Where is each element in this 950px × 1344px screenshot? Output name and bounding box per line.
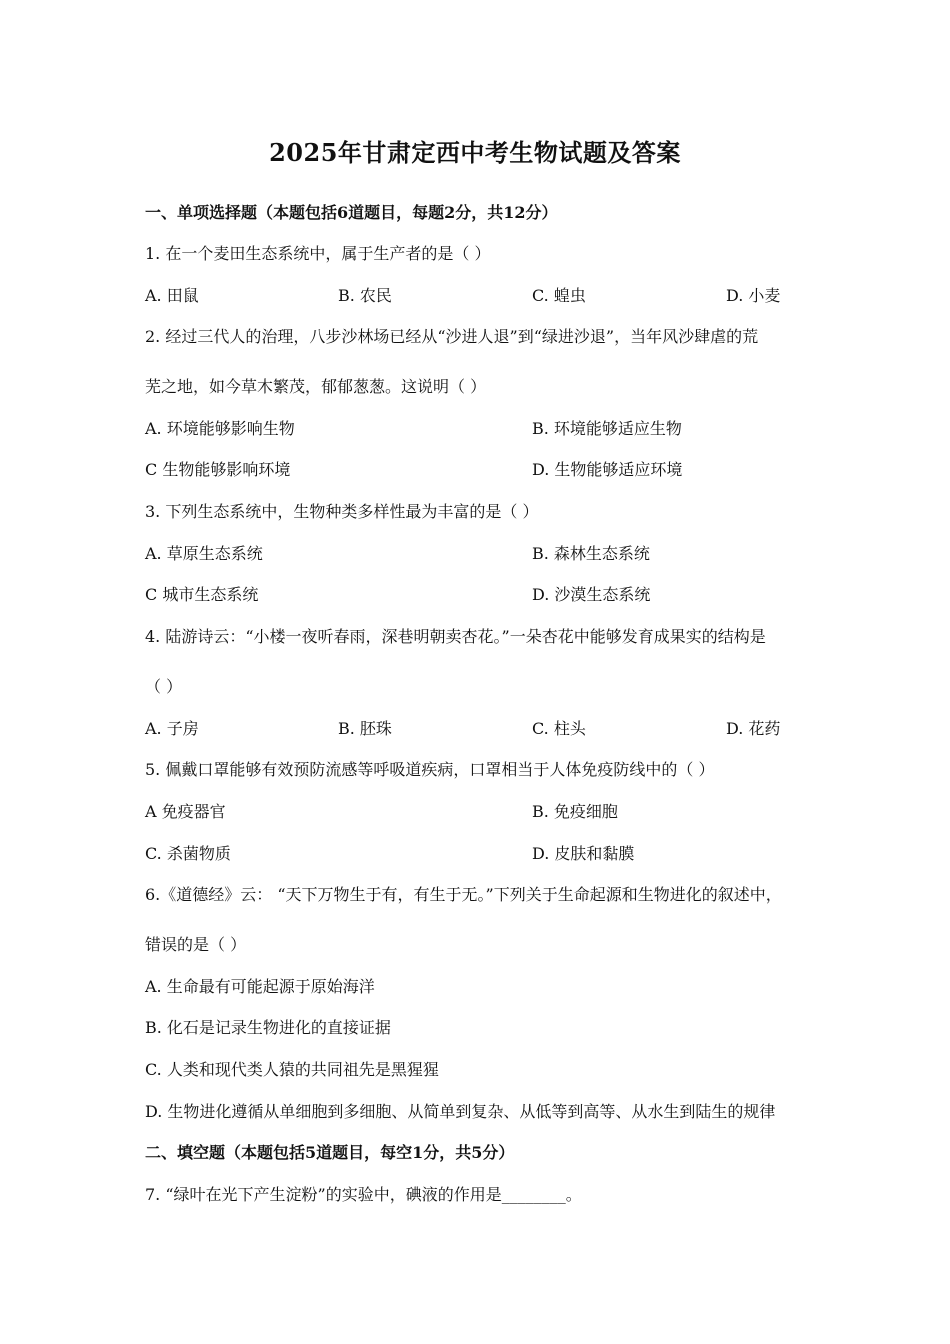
question-4-option-a: A. 子房 [145, 719, 199, 738]
question-6-option-d: D. 生物进化遵循从单细胞到多细胞、从简单到复杂、从低等到高等、从水生到陆生的规律 [145, 1102, 776, 1121]
question-4-option-c: C. 柱头 [532, 719, 586, 738]
section-heading-fill-in: 二、填空题（本题包括5道题目，每空1分，共5分） [145, 1143, 515, 1162]
question-1-option-b: B. 农民 [338, 286, 392, 305]
question-6-option-b: B. 化石是记录生物进化的直接证据 [145, 1018, 391, 1037]
question-3-stem: 3. 下列生态系统中，生物种类多样性最为丰富的是（ ） [145, 502, 539, 521]
question-4-option-d: D. 花药 [726, 719, 781, 738]
question-3-option-d: D. 沙漠生态系统 [532, 585, 651, 604]
question-5-option-b: B. 免疫细胞 [532, 802, 618, 821]
document-title: 2025年甘肃定西中考生物试题及答案 [269, 138, 681, 167]
question-6-option-c: C. 人类和现代类人猿的共同祖先是黑猩猩 [145, 1060, 439, 1079]
question-6-stem-line-1: 6.《道德经》云： “天下万物生于有，有生于无。”下列关于生命起源和生物进化的叙述中， [145, 885, 782, 904]
question-5-option-d: D. 皮肤和黏膜 [532, 844, 635, 863]
question-4-stem-line-2: （ ） [145, 677, 183, 696]
question-6-stem-line-2: 错误的是（ ） [145, 935, 247, 954]
question-2-stem-line-1: 2. 经过三代人的治理，八步沙林场已经从“沙进人退”到“绿进沙退”，当年风沙肆虐的荒 [145, 327, 759, 346]
question-7-stem: 7. “绿叶在光下产生淀粉”的实验中，碘液的作用是________。 [145, 1185, 582, 1204]
question-3-option-a: A. 草原生态系统 [145, 544, 263, 563]
question-4-option-b: B. 胚珠 [338, 719, 392, 738]
question-2-option-b: B. 环境能够适应生物 [532, 419, 682, 438]
question-2-option-d: D. 生物能够适应环境 [532, 460, 683, 479]
question-3-option-b: B. 森林生态系统 [532, 544, 650, 563]
question-1-option-c: C. 蝗虫 [532, 286, 586, 305]
question-5-option-c: C. 杀菌物质 [145, 844, 231, 863]
section-heading-choice: 一、单项选择题（本题包括6道题目，每题2分，共12分） [145, 203, 558, 222]
question-5-stem: 5. 佩戴口罩能够有效预防流感等呼吸道疾病，口罩相当于人体免疫防线中的（ ） [145, 760, 715, 779]
question-5-option-a: A 免疫器官 [145, 802, 226, 821]
question-4-stem-line-1: 4. 陆游诗云：“小楼一夜听春雨，深巷明朝卖杏花。”一朵杏花中能够发育成果实的结构是 [145, 627, 766, 646]
question-1-option-d: D. 小麦 [726, 286, 781, 305]
question-1-stem: 1. 在一个麦田生态系统中，属于生产者的是（ ） [145, 244, 491, 263]
question-1-option-a: A. 田鼠 [145, 286, 199, 305]
question-6-option-a: A. 生命最有可能起源于原始海洋 [145, 977, 375, 996]
question-2-stem-line-2: 芜之地，如今草木繁茂，郁郁葱葱。这说明（ ） [145, 377, 487, 396]
question-3-option-c: C 城市生态系统 [145, 585, 259, 604]
question-2-option-a: A. 环境能够影响生物 [145, 419, 295, 438]
question-2-option-c: C 生物能够影响环境 [145, 460, 291, 479]
